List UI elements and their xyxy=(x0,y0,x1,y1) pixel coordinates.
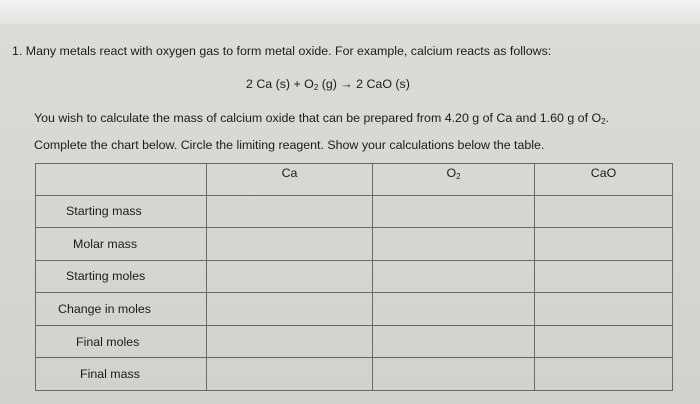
reaction-chart-table xyxy=(35,163,673,391)
table-header-row xyxy=(36,164,673,196)
header-cao: CaO xyxy=(535,164,673,196)
problem-statement-text: You wish to calculate the mass of calcium oxide that can be prepared from 4.20 g of Ca and 1.60 g of O xyxy=(34,111,602,125)
equation-reactants: 2 Ca (s) + O xyxy=(246,77,314,91)
question-intro xyxy=(12,44,551,58)
question-intro-text: Many metals react with oxygen gas to form metal oxide. For example, calcium reacts as follows: xyxy=(25,44,552,58)
row-label-change-in-moles: Change in moles xyxy=(58,302,151,317)
reaction-equation xyxy=(246,77,410,92)
cell-o2-starting-moles[interactable] xyxy=(373,260,535,293)
cell-cao-starting-mass[interactable] xyxy=(535,195,673,228)
header-o2-symbol: O xyxy=(446,166,457,180)
cell-ca-final-moles[interactable] xyxy=(207,325,373,358)
equation-subscript: 2 xyxy=(313,83,319,92)
row-label-starting-moles: Starting moles xyxy=(66,269,146,284)
header-o2-subscript: 2 xyxy=(456,172,461,181)
page-top-band xyxy=(0,0,700,24)
header-ca: Ca xyxy=(207,164,373,196)
cell-o2-starting-mass[interactable] xyxy=(373,195,535,228)
row-label xyxy=(36,325,207,358)
problem-statement xyxy=(34,111,609,126)
cell-ca-starting-moles[interactable] xyxy=(207,260,373,293)
row-label xyxy=(36,260,207,293)
cell-ca-molar-mass[interactable] xyxy=(207,228,373,261)
row-label xyxy=(36,228,207,261)
cell-o2-change-in-moles[interactable] xyxy=(373,293,535,326)
cell-ca-starting-mass[interactable] xyxy=(207,195,373,228)
cell-cao-molar-mass[interactable] xyxy=(535,228,673,261)
question-number: 1. xyxy=(12,44,23,58)
table-row xyxy=(36,293,673,326)
row-label xyxy=(36,195,207,228)
cell-o2-molar-mass[interactable] xyxy=(373,228,535,261)
cell-cao-starting-moles[interactable] xyxy=(535,260,673,293)
table-row xyxy=(36,195,673,228)
cell-ca-change-in-moles[interactable] xyxy=(207,293,373,326)
row-label-starting-mass: Starting mass xyxy=(66,204,142,219)
problem-subscript: 2 xyxy=(601,117,606,126)
table-row xyxy=(36,358,673,391)
row-label-final-mass: Final mass xyxy=(80,367,140,382)
row-label-molar-mass: Molar mass xyxy=(73,236,138,251)
header-o2 xyxy=(373,164,535,196)
row-label-final-moles: Final moles xyxy=(76,334,140,349)
equation-products: (g) → 2 CaO (s) xyxy=(318,77,410,91)
problem-period: . xyxy=(605,111,609,125)
task-instructions: Complete the chart below. Circle the limiting reagent. Show your calculations below the table. xyxy=(34,138,545,152)
cell-cao-final-moles[interactable] xyxy=(535,325,673,358)
cell-cao-final-mass[interactable] xyxy=(535,358,673,391)
cell-cao-change-in-moles[interactable] xyxy=(535,293,673,326)
table-row xyxy=(36,228,673,261)
row-label xyxy=(36,293,207,326)
header-corner-cell xyxy=(36,164,207,196)
cell-ca-final-mass[interactable] xyxy=(207,358,373,391)
table-row xyxy=(36,260,673,293)
cell-o2-final-moles[interactable] xyxy=(373,325,535,358)
row-label xyxy=(36,358,207,391)
cell-o2-final-mass[interactable] xyxy=(373,358,535,391)
table-row xyxy=(36,325,673,358)
